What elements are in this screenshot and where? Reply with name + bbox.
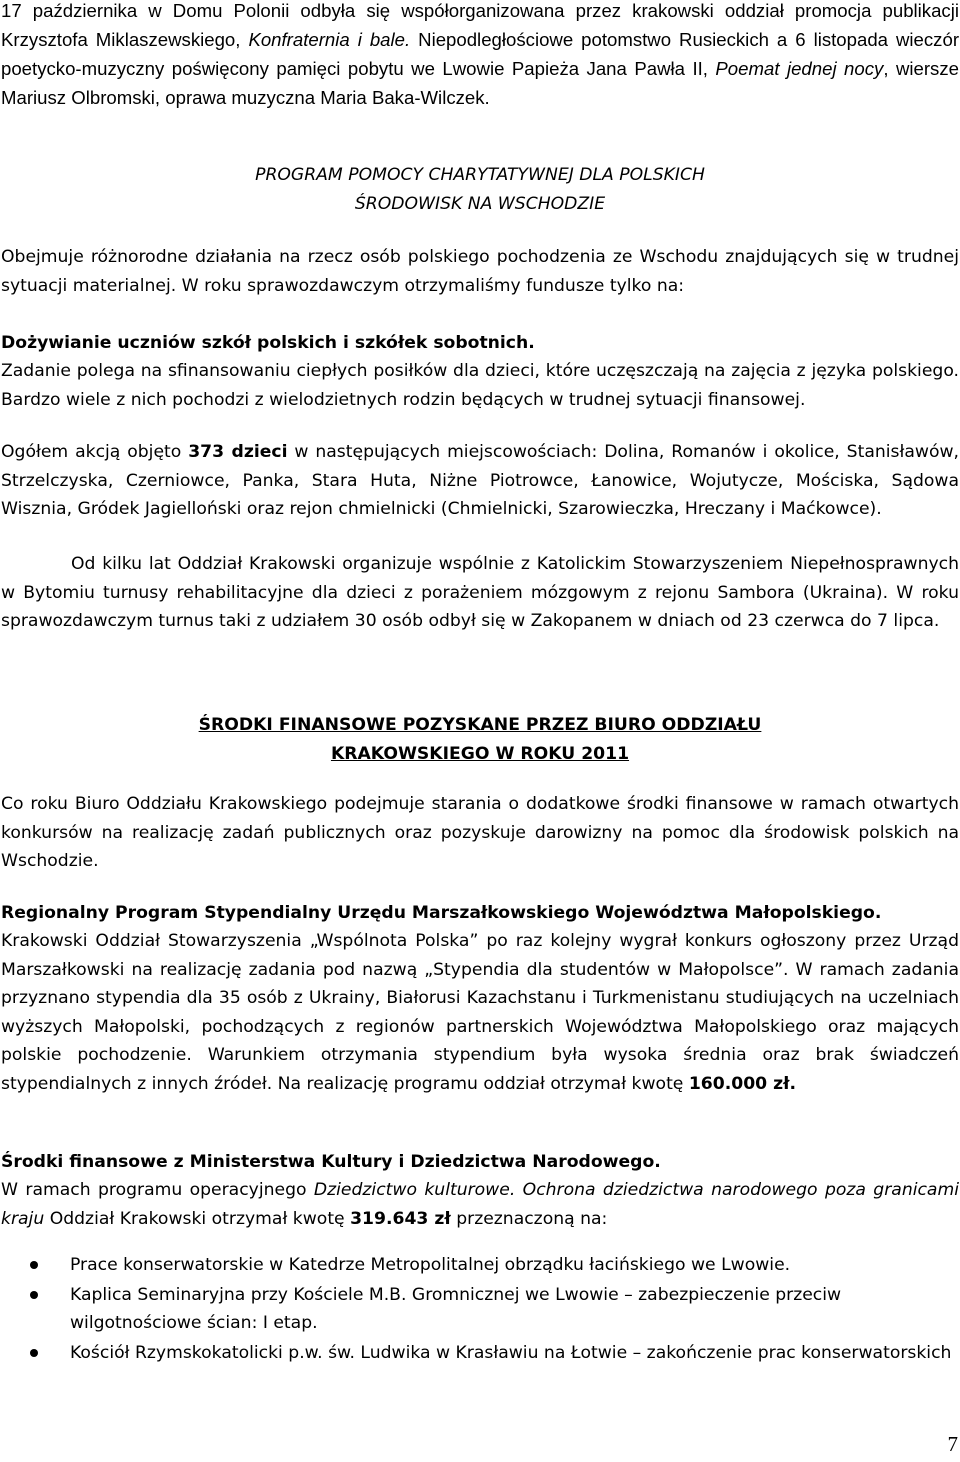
regional-heading: Regionalny Program Stypendialny Urzędu Marszałkowskiego Województwa Małopolskiego.: [1, 903, 882, 923]
program-camp-paragraph: Od kilku lat Oddział Krakowski organizuje wspólnie z Katolickim Stowarzyszeniem Niepełnosprawnych w Bytomiu turnusy rehabilitacyjne dla dzieci z porażeniem mózgowym z rejonu Sambora (Ukraina). W roku sprawozdawczym turnus taki z udziałem 30 osób odbył się w Zakopanem w dniach od 23 czerwca do 7 lipca.: [1, 554, 959, 632]
program-intro: Obejmuje różnorodne działania na rzecz osób polskiego pochodzenia ze Wschodu znajdujących się w trudnej sytuacji materialnej. W roku sprawozdawczym otrzymaliśmy fundusze tylko na:: [1, 247, 959, 296]
regional-amount: 160.000 zł.: [688, 1073, 797, 1094]
ministry-text-post: przeznaczoną na:: [450, 1208, 608, 1229]
bullet-icon: [30, 1291, 38, 1299]
intro-text-1: 17 października w Domu Polonii odbyła się współorganizowana przez krakowski oddział promocja publikacji Krzysztofa Miklaszewskiego,: [1, 0, 959, 50]
ministry-text-pre: W ramach programu operacyjnego: [1, 1180, 314, 1200]
list-item-text: Prace konserwatorskie w Katedrze Metropolitalnej obrządku łacińskiego we Lwowie.: [70, 1255, 791, 1275]
intro-text-3: , wiersze Mariusz Olbromski, oprawa muzyczna Maria Baka-Wilczek.: [1, 58, 959, 108]
regional-paragraph: [1, 927, 959, 1099]
program-heading: [1, 161, 959, 218]
program-total-paragraph: [1, 438, 959, 524]
list-item: [0, 1251, 958, 1280]
regional-text: Krakowski Oddział Stowarzyszenia „Wspólnota Polska” po raz kolejny wygrał konkurs ogłoszony przez Urząd Marszałkowski na realizację zadania pod nazwą „Stypendia dla studentów w Małopolsce”. W ramach zadania przyznano stypendia dla 35 osób z Ukrainy, Białorusi Kazachstanu i Turkmenistanu studiujących na uczelniach wyższych Małopolski, pochodzących z regionów partnerskich Województwa Małopolskiego oraz mających polskie pochodzenie. Warunkiem otrzymania stypendium była wysoka średnia oraz brak świadczeń stypendialnych z innych źródeł. Na realizację programu oddział otrzymał kwotę: [1, 931, 959, 1094]
bullet-icon: [30, 1261, 38, 1269]
intro-paragraph: [1, 0, 959, 112]
program-subheading: Dożywianie uczniów szkół polskich i szkółek sobotnich.: [1, 333, 535, 353]
page-number: 7: [947, 1432, 958, 1456]
funds-heading-line-1: ŚRODKI FINANSOWE POZYSKANE PRZEZ BIURO ODDZIAŁU: [198, 715, 762, 735]
funds-heading: [1, 711, 959, 768]
program-total-count: 373 dzieci: [188, 442, 288, 462]
funds-heading-line-2: KRAKOWSKIEGO W ROKU 2011: [330, 743, 630, 764]
program-task-paragraph: Zadanie polega na sfinansowaniu ciepłych posiłków dla dzieci, które uczęszczają na zajęcia z języka polskiego. Bardzo wiele z nich pochodzi z wielodzietnych rodzin będących w trudnej sytuacji finansowej.: [1, 361, 959, 410]
program-heading-line-1: PROGRAM POMOCY CHARYTATYWNEJ DLA POLSKICH: [255, 165, 705, 185]
list-item: [0, 1281, 958, 1338]
ministry-amount: 319.643 zł: [350, 1208, 451, 1229]
ministry-text-mid: Oddział Krakowski otrzymał kwotę: [44, 1208, 351, 1229]
program-total-places: w następujących miejscowościach: Dolina, Romanów i okolice, Stanisławów, Strzelczyska, Czerniowce, Panka, Stara Huta, Niżne Piotrowce, Łanowice, Wojutycze, Mościska, Sądowa Wisznia, Gródek Jagielloński oraz rejon chmielnicki (Chmielnicki, Szarowieczka, Hreczany i Maćkowce).: [1, 442, 960, 520]
intro-text-2: Niepodległościowe potomstwo Rusieckich a 6 listopada wieczór poetycko-muzyczny poświęcony pamięci pobytu we Lwowie Papieża Jana Pawła II,: [1, 29, 960, 79]
ministry-paragraph: [1, 1176, 959, 1233]
ministry-items-list: [0, 1251, 958, 1368]
list-item-text: Kościół Rzymskokatolicki p.w. św. Ludwika w Krasławiu na Łotwie – zakończenie prac konserwatorskich: [70, 1342, 952, 1363]
intro-italic-title-2: Poemat jednej nocy: [715, 58, 884, 79]
program-total-pre: Ogółem akcją objęto: [1, 442, 189, 462]
funds-intro: Co roku Biuro Oddziału Krakowskiego podejmuje starania o dodatkowe środki finansowe w ramach otwartych konkursów na realizację zadań publicznych oraz pozyskuje darowizny na pomoc dla środowisk polskich na Wschodzie.: [1, 794, 959, 872]
ministry-program-name: Dziedzictwo kulturowe. Ochrona dziedzictwa narodowego poza granicami kraju: [1, 1180, 959, 1229]
program-heading-line-2: ŚRODOWISK NA WSCHODZIE: [354, 193, 606, 214]
list-item-text: Kaplica Seminaryjna przy Kościele M.B. Gromnicznej we Lwowie – zabezpieczenie przeciw wilgotnościowe ścian: I etap.: [70, 1284, 842, 1334]
bullet-icon: [30, 1349, 38, 1357]
ministry-heading: Środki finansowe z Ministerstwa Kultury i Dziedzictwa Narodowego.: [1, 1152, 661, 1172]
list-item: [0, 1339, 958, 1368]
intro-italic-title-1: Konfraternia i bale.: [248, 29, 411, 50]
